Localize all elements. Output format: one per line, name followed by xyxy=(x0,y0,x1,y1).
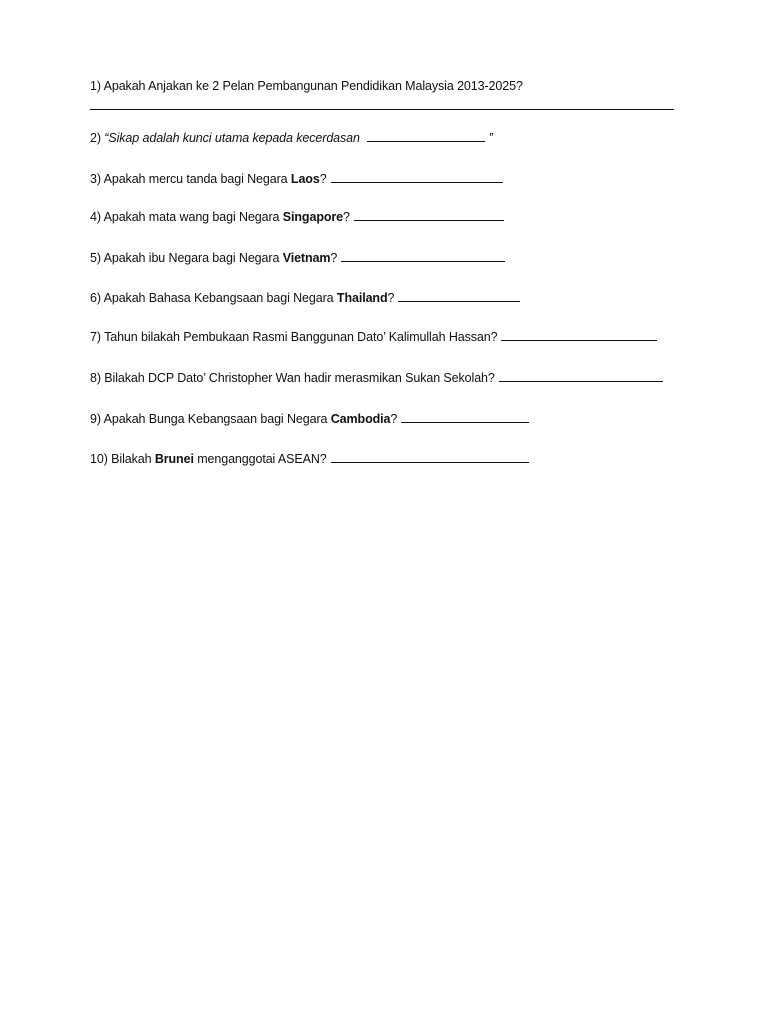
question-keyword: Laos xyxy=(290,172,320,186)
question-text: ? xyxy=(330,251,338,265)
question-number: 6) xyxy=(90,291,101,305)
question-text: menganggotai ASEAN? xyxy=(193,452,327,466)
question-text: Apakah mata wang bagi Negara xyxy=(100,210,283,224)
answer-blank[interactable] xyxy=(367,130,485,142)
question-number: 4) xyxy=(90,210,101,224)
question-number: 10) xyxy=(90,452,108,466)
question-number: 5) xyxy=(90,251,101,265)
question-number: 8) xyxy=(90,371,101,385)
question-1 xyxy=(90,78,523,94)
question-keyword: Singapore xyxy=(282,210,344,224)
question-5 xyxy=(90,250,505,266)
question-text: ” xyxy=(485,131,493,145)
question-4 xyxy=(90,209,504,225)
question-text: Apakah Bahasa Kebangsaan bagi Negara xyxy=(100,291,337,305)
answer-blank[interactable] xyxy=(354,209,504,221)
question-number: 9) xyxy=(90,412,101,426)
question-number: 3) xyxy=(90,172,101,186)
question-9 xyxy=(90,411,529,427)
question-text: Apakah mercu tanda bagi Negara xyxy=(100,172,291,186)
question-text: Bilakah DCP Dato’ Christopher Wan hadir merasmikan Sukan Sekolah? xyxy=(100,371,495,385)
question-text: ? xyxy=(387,291,395,305)
question-keyword: Thailand xyxy=(336,291,388,305)
question-number: 1) xyxy=(90,79,101,93)
question-number: 7) xyxy=(90,330,101,344)
question-text: Apakah ibu Negara bagi Negara xyxy=(100,251,283,265)
question-keyword: Cambodia xyxy=(330,412,391,426)
answer-blank[interactable] xyxy=(398,290,520,302)
question-keyword: Vietnam xyxy=(282,251,331,265)
question-3 xyxy=(90,171,503,187)
question-text: Apakah Bunga Kebangsaan bagi Negara xyxy=(100,412,331,426)
question-text: ? xyxy=(319,172,327,186)
question-keyword: Brunei xyxy=(154,452,194,466)
question-text: “Sikap adalah kunci utama kepada kecerdasan xyxy=(100,131,364,145)
question-text: Bilakah xyxy=(107,452,155,466)
answer-blank[interactable] xyxy=(499,370,663,382)
answer-blank[interactable] xyxy=(501,329,657,341)
question-text: Apakah Anjakan ke 2 Pelan Pembangunan Pendidikan Malaysia 2013-2025? xyxy=(100,79,523,93)
answer-line-q1 xyxy=(90,109,674,110)
question-text: ? xyxy=(390,412,398,426)
answer-blank[interactable] xyxy=(331,171,503,183)
answer-blank[interactable] xyxy=(341,250,505,262)
question-6 xyxy=(90,290,520,306)
question-text: ? xyxy=(343,210,350,224)
question-number: 2) xyxy=(90,131,101,145)
question-text: Tahun bilakah Pembukaan Rasmi Banggunan Dato’ Kalimullah Hassan? xyxy=(100,330,498,344)
question-7 xyxy=(90,329,657,345)
question-2 xyxy=(90,130,493,146)
question-8 xyxy=(90,370,663,386)
answer-blank[interactable] xyxy=(331,451,529,463)
answer-blank[interactable] xyxy=(401,411,529,423)
question-10 xyxy=(90,451,529,467)
